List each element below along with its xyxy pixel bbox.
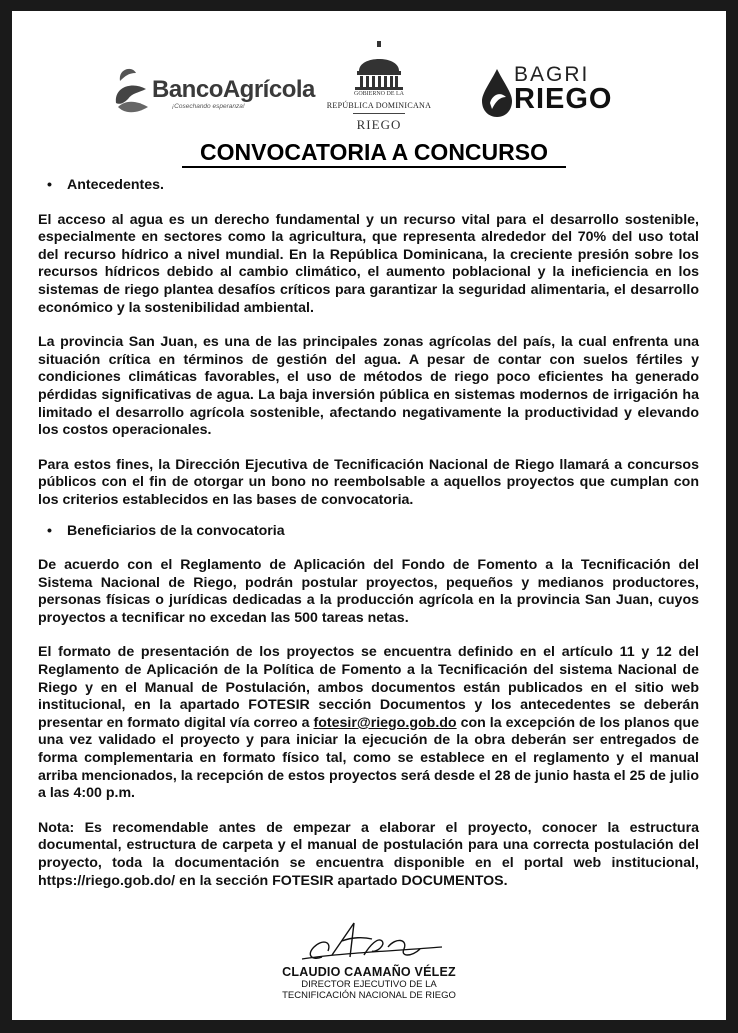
banco-name: BancoAgrícola xyxy=(152,76,315,103)
gobierno-entity: RIEGO xyxy=(356,117,402,132)
bagri-top-text: BAGRI xyxy=(514,63,590,86)
gobierno-line2: REPÚBLICA DOMINICANA xyxy=(326,101,432,110)
paragraph-antecedentes-2: La provincia San Juan, es una de las principales zonas agrícolas del país, la cual enfrenta una situación crítica en términos de gestión del agua. A pesar de contar con suelos fértiles y condiciones climáticas favorables, el uso de métodos de riego poco eficientes ha generado pérdidas significativas de agua. La baja inversión pública en sistemas modernos de irrigación ha limitado el desarrollo agrícola sostenible, afectando negativamente la productividad y elevando los costos operacionales. xyxy=(38,334,699,439)
bullet-icon: • xyxy=(47,177,52,193)
paragraph-antecedentes-3: Para estos fines, la Dirección Ejecutiva de Tecnificación Nacional de Riego llamará a concursos públicos con el fin de otorgar un bono no reembolsable a aquellos proyectos que cumplan con los criterios establecidos en las bases de convocatoria. xyxy=(38,456,699,508)
page-title: CONVOCATORIA A CONCURSO xyxy=(182,140,566,168)
bagri-bottom-text: RIEGO xyxy=(514,83,613,115)
dome-icon xyxy=(349,41,409,91)
email-link[interactable]: fotesir@riego.gob.do xyxy=(313,714,457,731)
gobierno-divider xyxy=(353,113,405,114)
water-drop-icon xyxy=(480,67,514,119)
bullet-icon: • xyxy=(47,522,52,539)
bagri-riego-logo xyxy=(480,63,630,123)
gobierno-riego-logo xyxy=(319,41,439,141)
gobierno-line1: GOBIERNO DE LA xyxy=(354,91,404,97)
section-heading-beneficiarios: • Beneficiarios de la convocatoria xyxy=(47,522,285,539)
signer-block xyxy=(212,965,526,1001)
paragraph-beneficiarios-1: De acuerdo con el Reglamento de Aplicación del Fondo de Fomento a la Tecnificación del Sistema Nacional de Riego, podrán postular proyectos, pequeños y medianos productores, personas físicas o jurídicas dedicadas a la producción agrícola en la provincia San Juan, cuyos proyectos a tecnificar no excedan las 500 tareas netas. xyxy=(38,557,699,626)
paragraph-antecedentes-1: El acceso al agua es un derecho fundamental y un recurso vital para el desarrollo sostenible, especialmente en sectores como la agricultura, que representa alrededor del 70% del uso total del recurso hídrico a nivel mundial. En la República Dominicana, la creciente presión sobre los recursos hídricos debido al cambio climático, el aumento poblacional y la ineficiencia en los sistemas de riego plantea desafíos críticos para garantizar la seguridad alimentaria, el desarrollo económico y la sostenibilidad ambiental. xyxy=(38,211,699,316)
signer-role-line2: TECNIFICACIÓN NACIONAL DE RIEGO xyxy=(282,990,456,1001)
section-heading-antecedentes: • Antecedentes. xyxy=(47,177,164,193)
banco-agricola-logo xyxy=(112,63,315,123)
signer-name: CLAUDIO CAAMAÑO VÉLEZ xyxy=(282,965,456,979)
banco-tagline: ¡Cosechando esperanza! xyxy=(172,103,245,110)
paragraph-formato: El formato de presentación de los proyectos se encuentra definido en el artículo 11 y 12 del Reglamento de Aplicación de la Política de Fomento a la Tecnificación del sistema Nacional de Riego y en el Manual de Postulación, ambos documentos están publicados en el sitio web institucional, en la apartado FOTESIR sección Documentos y los antecedentes se deberán presentar en formato digital vía correo a fotesir@riego.gob.do con la excepción de los planos que una vez validado el proyecto y para iniciar la ejecución de la obra deberán ser entregados de forma complementaria en formato físico tal, como se establece en el reglamento y el manual arriba mencionados, la recepción de estos proyectos será desde el 28 de junio hasta el 25 de julio a las 4:00 p.m. xyxy=(38,644,699,802)
signer-role-line1: DIRECTOR EJECUTIVO DE LA xyxy=(301,979,437,990)
paragraph-nota: Nota: Es recomendable antes de empezar a elaborar el proyecto, conocer la estructura documental, estructura de carpeta y el manual de postulación para una correcta postulación del proyecto, toda la documentación se encuentra disponible en el portal web institucional, https://riego.gob.do/ en la sección FOTESIR apartado DOCUMENTOS. xyxy=(38,819,699,889)
logo-header xyxy=(12,11,726,141)
document-body xyxy=(38,177,699,890)
signature-image xyxy=(292,911,452,971)
leaf-icon xyxy=(112,63,152,123)
document-page xyxy=(12,11,726,1020)
